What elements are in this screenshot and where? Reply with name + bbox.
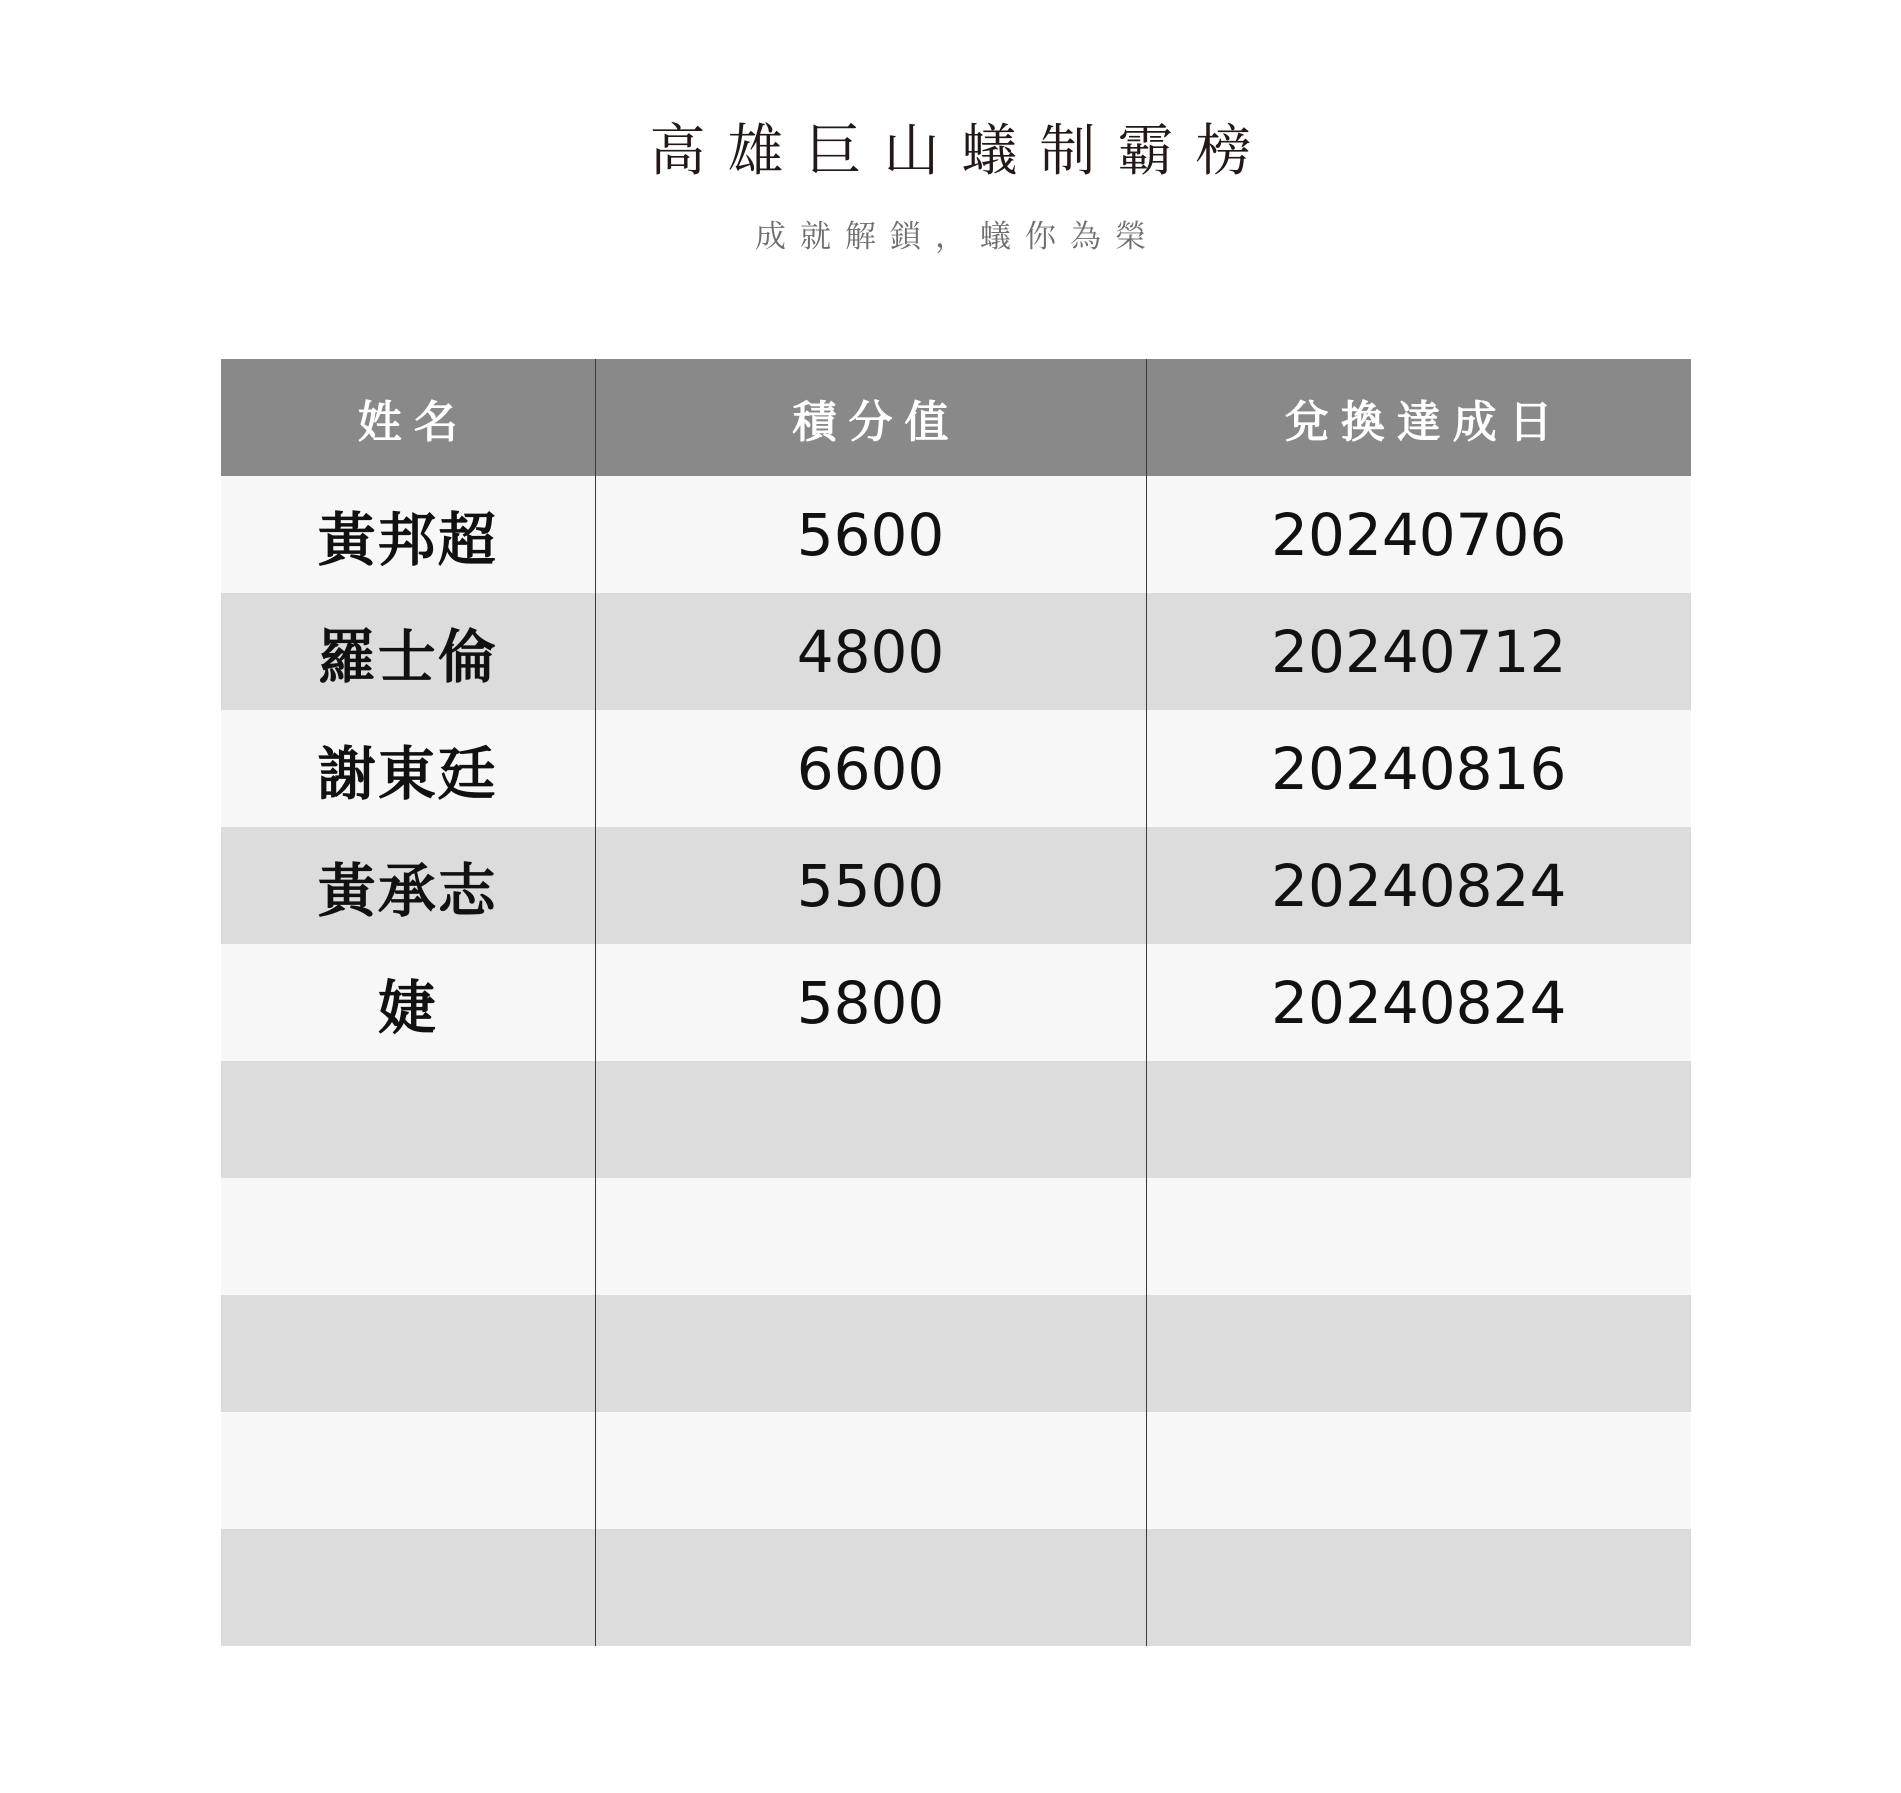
cell-points	[595, 1178, 1146, 1295]
cell-points: 5500	[595, 827, 1146, 944]
table-row	[221, 1412, 1691, 1529]
cell-name: 羅士倫	[221, 593, 595, 710]
table-body	[221, 476, 1691, 1646]
table-row	[221, 1529, 1691, 1646]
cell-name	[221, 1412, 595, 1529]
header-row	[221, 359, 1691, 476]
table-row	[221, 1178, 1691, 1295]
cell-name: 婕	[221, 944, 595, 1061]
table-row	[221, 1295, 1691, 1412]
cell-date: 20240712	[1146, 593, 1691, 710]
cell-date: 20240824	[1146, 827, 1691, 944]
cell-points: 5600	[595, 476, 1146, 593]
cell-points	[595, 1529, 1146, 1646]
table-row	[221, 1061, 1691, 1178]
cell-points	[595, 1061, 1146, 1178]
table-header	[221, 359, 1691, 476]
table-row	[221, 593, 1691, 710]
cell-date: 20240706	[1146, 476, 1691, 593]
table-row	[221, 944, 1691, 1061]
cell-date	[1146, 1412, 1691, 1529]
cell-name: 謝東廷	[221, 710, 595, 827]
table-row	[221, 476, 1691, 593]
page-title: 高雄巨山蟻制霸榜	[649, 119, 1274, 184]
cell-date: 20240816	[1146, 710, 1691, 827]
cell-points: 6600	[595, 710, 1146, 827]
leaderboard-table	[221, 359, 1691, 1646]
cell-name: 黃承志	[221, 827, 595, 944]
cell-date	[1146, 1529, 1691, 1646]
cell-name	[221, 1295, 595, 1412]
cell-points	[595, 1295, 1146, 1412]
cell-name	[221, 1061, 595, 1178]
cell-date	[1146, 1295, 1691, 1412]
cell-name	[221, 1529, 595, 1646]
cell-points	[595, 1412, 1146, 1529]
cell-points: 4800	[595, 593, 1146, 710]
cell-date: 20240824	[1146, 944, 1691, 1061]
cell-name	[221, 1178, 595, 1295]
table-row	[221, 827, 1691, 944]
cell-date	[1146, 1061, 1691, 1178]
cell-name: 黃邦超	[221, 476, 595, 593]
table-row	[221, 710, 1691, 827]
cell-points: 5800	[595, 944, 1146, 1061]
column-header-points: 積分值	[595, 359, 1146, 476]
column-header-name: 姓名	[221, 359, 595, 476]
cell-date	[1146, 1178, 1691, 1295]
page-subtitle: 成就解鎖，蟻你為榮	[755, 219, 1160, 255]
column-header-date: 兌換達成日	[1146, 359, 1691, 476]
